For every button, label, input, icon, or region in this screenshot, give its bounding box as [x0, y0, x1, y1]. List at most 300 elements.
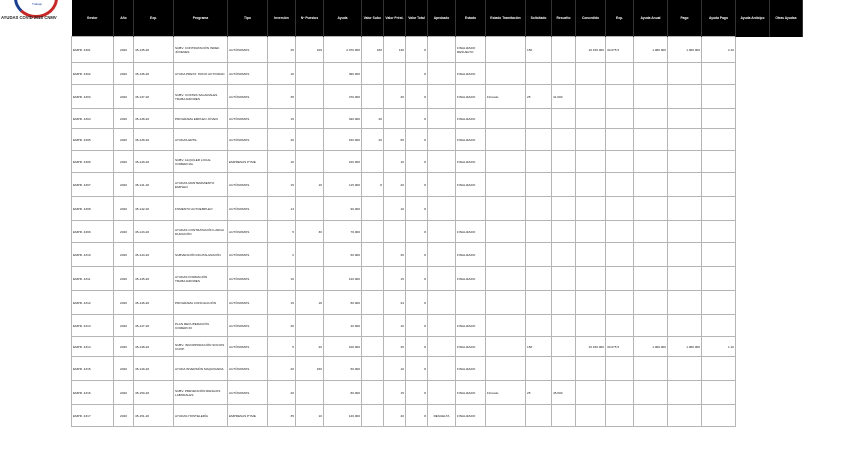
table-cell	[576, 291, 606, 315]
table-cell	[668, 173, 702, 197]
table-cell	[362, 381, 384, 405]
table-cell	[668, 197, 702, 221]
table-cell: FINALIZADO	[456, 243, 486, 267]
table-cell: FINALIZADO	[456, 129, 486, 151]
table-cell: 40.000	[324, 315, 362, 337]
table-cell	[634, 85, 668, 109]
table-cell: 45-149-20	[134, 357, 174, 381]
table-cell: 45-136-20	[134, 63, 174, 85]
table-cell	[668, 129, 702, 151]
table-cell	[486, 291, 526, 315]
table-row	[72, 315, 803, 337]
table-cell: 15	[268, 173, 296, 197]
table-cell: 45-147-20	[134, 315, 174, 337]
table-cell: 8	[406, 37, 428, 63]
table-cell: 10	[268, 63, 296, 85]
table-cell: EMPR. 4307	[72, 173, 114, 197]
column-header: Año	[114, 0, 134, 37]
table-cell	[296, 151, 324, 173]
table-cell: EMPRESAS PYME	[228, 151, 268, 173]
table-cell: FINALIZADO	[456, 337, 486, 357]
table-cell	[634, 173, 668, 197]
table-cell	[576, 357, 606, 381]
table-cell	[668, 381, 702, 405]
table-cell	[362, 337, 384, 357]
table-row	[72, 221, 803, 243]
table-cell: AUTÓNOMOS	[228, 85, 268, 109]
table-cell: 2020	[114, 221, 134, 243]
table-cell: 2020	[114, 151, 134, 173]
table-cell	[606, 151, 634, 173]
table-cell	[456, 197, 486, 221]
table-cell	[634, 109, 668, 129]
table-cell	[486, 337, 526, 357]
logo	[0, 0, 72, 24]
table-cell: EMPR. 4314	[72, 337, 114, 357]
table-cell: 8	[406, 381, 428, 405]
table-cell: AUTÓNOMOS	[228, 63, 268, 85]
table-cell	[606, 357, 634, 381]
table-cell: 10	[384, 315, 406, 337]
table-cell	[668, 267, 702, 291]
table-cell	[576, 315, 606, 337]
table-cell	[428, 291, 456, 315]
table-cell: 2020	[114, 357, 134, 381]
table-cell: AUTÓNOMOS	[228, 337, 268, 357]
table-cell	[384, 109, 406, 129]
table-cell: 10	[296, 405, 324, 427]
column-header: Pago	[668, 0, 702, 37]
table-cell: FINALIZADO	[456, 381, 486, 405]
table-cell	[486, 357, 526, 381]
table-cell: 30	[384, 85, 406, 109]
table-cell: PROGRAMA CONCILIACIÓN	[174, 291, 228, 315]
table-cell: FOMENTO AUTOEMPLEO	[174, 197, 228, 221]
table-cell	[606, 267, 634, 291]
table-cell	[296, 267, 324, 291]
table-cell: EMPR. 4316	[72, 381, 114, 405]
table-row	[72, 357, 803, 381]
table-cell: Firmado	[486, 381, 526, 405]
logo-subtitle: Trabajo	[32, 2, 43, 6]
table-cell: 20	[362, 129, 384, 151]
table-cell: AYUDAS CONTRATACIÓN LARGA DURACIÓN	[174, 221, 228, 243]
table-cell	[526, 357, 552, 381]
table-cell	[606, 405, 634, 427]
table-cell	[296, 129, 324, 151]
table-cell: EMPR. 4305	[72, 129, 114, 151]
table-cell	[486, 267, 526, 291]
table-cell: 45-142-20	[134, 197, 174, 221]
table-cell	[576, 109, 606, 129]
table-cell	[362, 357, 384, 381]
table-cell	[702, 63, 736, 85]
column-header: Nº Puestos	[296, 0, 324, 37]
table-cell	[486, 63, 526, 85]
table-cell: AYUDAS MANTENIMIENTO EMPLEO	[174, 173, 228, 197]
table-cell	[634, 221, 668, 243]
table-cell: 25	[268, 37, 296, 63]
table-cell	[634, 405, 668, 427]
table-cell: 2020	[114, 109, 134, 129]
table-cell	[428, 129, 456, 151]
table-cell: FINALIZADO	[456, 151, 486, 173]
table-cell: 30.075.5	[606, 37, 634, 63]
table-cell	[668, 243, 702, 267]
table-cell	[576, 381, 606, 405]
table-cell: 40	[384, 405, 406, 427]
table-cell: 45-145-20	[134, 267, 174, 291]
table-cell	[486, 129, 526, 151]
table-cell	[552, 221, 576, 243]
table-cell	[606, 291, 634, 315]
table-cell	[606, 243, 634, 267]
table-cell: 8	[406, 109, 428, 129]
table-cell	[428, 337, 456, 357]
table-cell	[296, 85, 324, 109]
table-cell: 8	[406, 357, 428, 381]
table-cell: SUBV. INCORPORACIÓN SOCIOS COOP.	[174, 337, 228, 357]
table-cell	[526, 109, 552, 129]
table-cell	[634, 63, 668, 85]
table-cell: 8	[406, 221, 428, 243]
table-cell	[486, 315, 526, 337]
table-cell: 8	[406, 151, 428, 173]
table-cell: 2020	[114, 243, 134, 267]
table-cell	[576, 405, 606, 427]
table-cell: 8	[406, 63, 428, 85]
table-cell: 40	[268, 129, 296, 151]
table-cell	[702, 221, 736, 243]
table-cell: 41.000	[552, 85, 576, 109]
table-cell: 2020	[114, 291, 134, 315]
table-cell	[634, 151, 668, 173]
table-cell	[296, 381, 324, 405]
table-cell: 45-146-20	[134, 291, 174, 315]
table-cell	[668, 357, 702, 381]
table-cell: 20	[268, 357, 296, 381]
table-cell	[576, 221, 606, 243]
table-cell: 35	[268, 85, 296, 109]
table-cell	[606, 63, 634, 85]
table-cell	[634, 357, 668, 381]
table-cell: 45-135-20	[134, 37, 174, 63]
table-cell: FINALIZADO	[456, 405, 486, 427]
table-cell: 10	[268, 151, 296, 173]
table-cell	[702, 357, 736, 381]
table-cell: 8	[406, 267, 428, 291]
table-cell	[606, 197, 634, 221]
table-cell: AYUDA INVERSIÓN MAQUINARIA	[174, 357, 228, 381]
table-cell	[606, 109, 634, 129]
table-cell	[362, 221, 384, 243]
table-cell: EMPR. 4301	[72, 37, 114, 63]
table-cell	[362, 197, 384, 221]
table-cell: FINALIZADO	[456, 221, 486, 243]
table-cell: 150	[526, 337, 552, 357]
table-cell: 15.150.000	[576, 337, 606, 357]
table-cell: 90.000	[324, 197, 362, 221]
table-cell: 45-139-20	[134, 129, 174, 151]
table-cell: AUTÓNOMOS	[228, 243, 268, 267]
table-cell	[526, 197, 552, 221]
table-cell	[428, 381, 456, 405]
table-cell	[362, 85, 384, 109]
table-cell: AUTÓNOMOS	[228, 291, 268, 315]
table-cell: 1.060.000	[668, 37, 702, 63]
table-cell: 45-141-20	[134, 173, 174, 197]
table-row	[72, 109, 803, 129]
table-cell: 45	[384, 337, 406, 357]
column-header: Aprobado	[428, 0, 456, 37]
table-cell: 45-138-20	[134, 109, 174, 129]
table-cell: 150	[526, 37, 552, 63]
table-cell: FINALIZADO	[456, 109, 486, 129]
table-cell	[552, 315, 576, 337]
table-cell	[634, 291, 668, 315]
table-row	[72, 267, 803, 291]
table-cell	[486, 151, 526, 173]
table-cell	[428, 109, 456, 129]
table-cell: 2.10	[702, 37, 736, 63]
table-cell: 45-137-20	[134, 85, 174, 109]
table-cell	[606, 85, 634, 109]
table-cell	[526, 221, 552, 243]
table-cell: PLAN RECUPERACIÓN COMERCIO	[174, 315, 228, 337]
table-cell: AUTÓNOMOS	[228, 129, 268, 151]
table-cell	[486, 221, 526, 243]
table-cell: 15	[268, 291, 296, 315]
table-cell: SUBV. CONTRATACIÓN INDEF. JÓVENES	[174, 37, 228, 63]
table-cell	[552, 267, 576, 291]
table-cell	[552, 243, 576, 267]
table-cell: 70.000	[324, 221, 362, 243]
table-cell: 2020	[114, 315, 134, 337]
table-cell: 8	[406, 405, 428, 427]
table-row	[72, 37, 803, 63]
table-cell: 2020	[114, 267, 134, 291]
table-cell: AYUDAS HOSTELERÍA	[174, 405, 228, 427]
table-cell: 15	[384, 267, 406, 291]
column-header: Valor Subv.	[362, 0, 384, 37]
table-cell	[702, 151, 736, 173]
table-cell: 10	[384, 151, 406, 173]
table-cell: 15	[268, 109, 296, 129]
table-cell	[362, 291, 384, 315]
table-cell: AUTÓNOMOS	[228, 315, 268, 337]
table-cell: 45-143-20	[134, 221, 174, 243]
table-cell: 40	[362, 109, 384, 129]
table-cell: 25	[526, 85, 552, 109]
table-cell	[634, 243, 668, 267]
table-row	[72, 243, 803, 267]
table-cell	[428, 267, 456, 291]
table-cell: 5	[268, 221, 296, 243]
table-cell	[552, 197, 576, 221]
table-cell	[296, 243, 324, 267]
table-cell	[296, 109, 324, 129]
table-cell	[296, 63, 324, 85]
table-row	[72, 129, 803, 151]
column-header: Resuelto	[552, 0, 576, 37]
table-cell: 80.000	[324, 291, 362, 315]
table-cell	[486, 243, 526, 267]
table-cell: 120.000	[324, 405, 362, 427]
table-cell	[668, 315, 702, 337]
table-cell: EMPR. 4304	[72, 109, 114, 129]
table-cell: EMPR. 4312	[72, 291, 114, 315]
table-cell	[668, 85, 702, 109]
table-cell: 14	[268, 197, 296, 221]
table-cell	[526, 405, 552, 427]
table-cell	[702, 85, 736, 109]
table-cell: FINALIZADO	[456, 173, 486, 197]
table-cell: EMPR. 4308	[72, 197, 114, 221]
table-cell: 2	[268, 243, 296, 267]
table-cell	[486, 109, 526, 129]
table-cell	[552, 173, 576, 197]
table-row	[72, 381, 803, 405]
table-cell: SUBV. ALQUILER LOCAL COMERCIAL	[174, 151, 228, 173]
table-cell	[552, 405, 576, 427]
table-cell: PROGRAMA EMPLEO JOVEN	[174, 109, 228, 129]
table-cell: 1.080.000	[634, 37, 668, 63]
table-cell: 16	[384, 197, 406, 221]
table-cell: AUTÓNOMOS	[228, 173, 268, 197]
table-cell: 30	[268, 315, 296, 337]
table-cell	[428, 85, 456, 109]
table-cell	[526, 173, 552, 197]
table-cell: 2.070.000	[324, 37, 362, 63]
table-cell	[428, 197, 456, 221]
column-header: Valor Total	[406, 0, 428, 37]
table-cell	[576, 85, 606, 109]
table-cell	[526, 267, 552, 291]
table-cell	[634, 197, 668, 221]
table-cell: 65	[384, 129, 406, 151]
table-cell	[702, 291, 736, 315]
table-cell: 45-148-20	[134, 337, 174, 357]
table-cell: EMPR. 4317	[72, 405, 114, 427]
table-cell: 40	[296, 337, 324, 357]
table-cell: 120.000	[324, 267, 362, 291]
table-cell: SUBV. PREVENCIÓN RIESGOS LABORALES	[174, 381, 228, 405]
column-header: Estado	[456, 0, 486, 37]
column-header: Programa	[174, 0, 228, 37]
table-cell: AYUDAS FORMACIÓN TRABAJADORES	[174, 267, 228, 291]
table-cell: AUTÓNOMOS	[228, 221, 268, 243]
column-header: Valor Prést.	[384, 0, 406, 37]
table-cell: EMPR. 4303	[72, 85, 114, 109]
table-cell: 8	[406, 85, 428, 109]
table-cell: 2020	[114, 197, 134, 221]
table-cell: 16.150.000	[576, 37, 606, 63]
table-cell	[428, 173, 456, 197]
table-cell	[552, 357, 576, 381]
table-cell: EMPRESAS PYME	[228, 405, 268, 427]
data-table	[71, 0, 803, 427]
table-cell	[296, 315, 324, 337]
table-cell: RESUELTA	[428, 405, 456, 427]
table-cell: AUTÓNOMOS	[228, 109, 268, 129]
table-cell	[576, 197, 606, 221]
table-cell: 2020	[114, 381, 134, 405]
table-cell	[576, 151, 606, 173]
table-cell	[526, 151, 552, 173]
table-cell: 8	[406, 173, 428, 197]
table-cell	[576, 129, 606, 151]
table-cell: 180	[362, 37, 384, 63]
table-cell	[668, 405, 702, 427]
column-header: Exp.	[134, 0, 174, 37]
table-cell: 390.000	[324, 63, 362, 85]
table-cell: 2020	[114, 337, 134, 357]
table-cell	[526, 243, 552, 267]
table-cell	[668, 151, 702, 173]
column-header: Concedido	[576, 0, 606, 37]
table-row	[72, 151, 803, 173]
table-cell: AUTÓNOMOS	[228, 37, 268, 63]
table-cell	[606, 129, 634, 151]
table-cell: 5	[268, 337, 296, 357]
table-cell	[606, 221, 634, 243]
table-cell: 2020	[114, 85, 134, 109]
table-cell: 160.000	[324, 151, 362, 173]
table-cell: EMPR. 4310	[72, 243, 114, 267]
column-header: Ayuda	[324, 0, 362, 37]
table-cell: 1.10	[702, 337, 736, 357]
table-cell: 8	[406, 129, 428, 151]
table-cell: 16	[296, 173, 324, 197]
table-cell	[702, 173, 736, 197]
table-cell: 130	[384, 37, 406, 63]
table-cell: 30	[384, 243, 406, 267]
table-cell	[526, 315, 552, 337]
table-cell	[668, 221, 702, 243]
table-cell	[362, 151, 384, 173]
table-cell	[552, 337, 576, 357]
table-row	[72, 85, 803, 109]
table-cell: AUTÓNOMOS	[228, 357, 268, 381]
table-cell: 2020	[114, 37, 134, 63]
table-cell	[526, 63, 552, 85]
table-cell	[576, 63, 606, 85]
table-cell: EMPR. 4313	[72, 315, 114, 337]
table-cell: 2020	[114, 63, 134, 85]
table-cell: 20	[268, 381, 296, 405]
table-cell	[606, 381, 634, 405]
table-cell	[526, 291, 552, 315]
table-cell: FINALIZADO RESUELTO	[456, 37, 486, 63]
table-cell: FINALIZADO	[456, 357, 486, 381]
table-cell	[576, 267, 606, 291]
table-cell	[606, 173, 634, 197]
table-row	[72, 405, 803, 427]
table-cell	[668, 109, 702, 129]
table-cell: SUBVENCIÓN DIGITALIZACIÓN	[174, 243, 228, 267]
table-cell: Firmado	[486, 85, 526, 109]
table-cell	[552, 151, 576, 173]
table-cell	[668, 63, 702, 85]
table-cell: 8	[406, 315, 428, 337]
table-cell: AYUDAS ERTE	[174, 129, 228, 151]
table-cell	[362, 267, 384, 291]
table-cell: 35	[268, 405, 296, 427]
column-header: Tipo	[228, 0, 268, 37]
table-cell	[428, 151, 456, 173]
table-cell	[702, 267, 736, 291]
table-cell: 24	[384, 291, 406, 315]
